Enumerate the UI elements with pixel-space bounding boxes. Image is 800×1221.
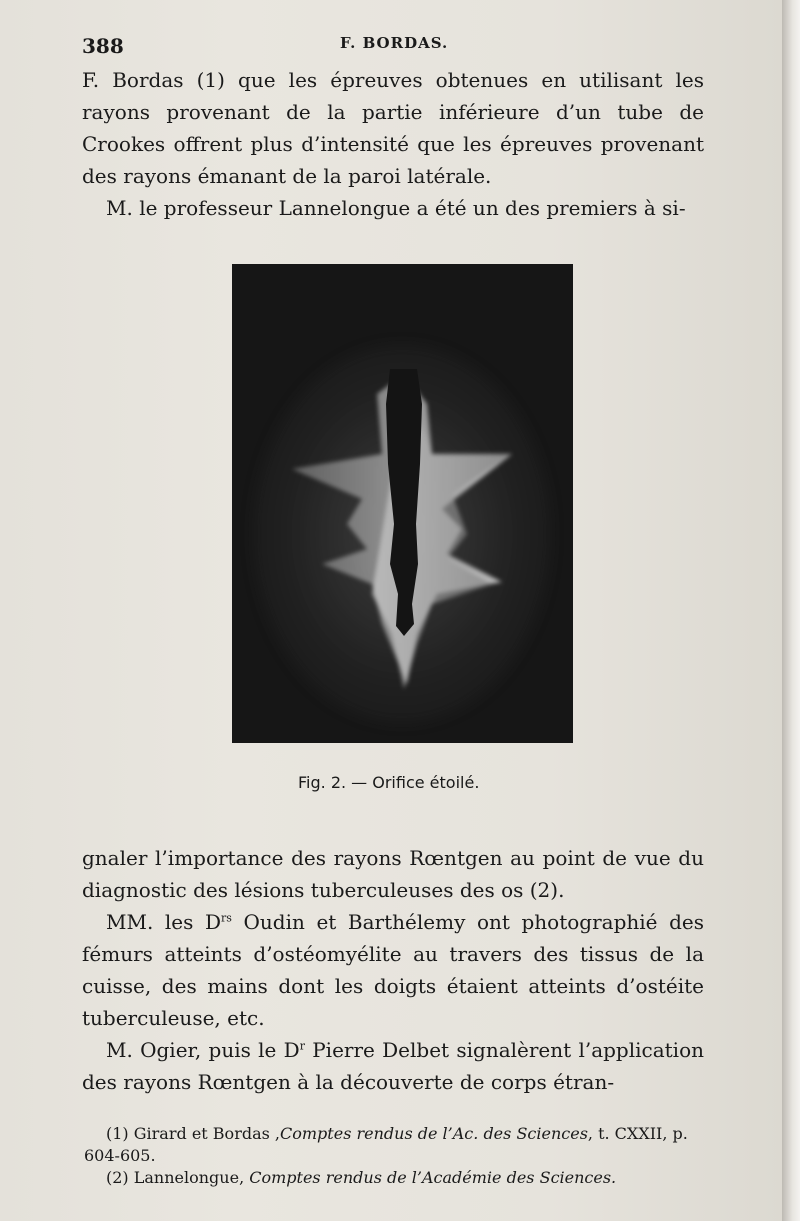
- text-segment: Oudin et Barthélemy ont photographié des fémurs atteints d’ostéomyélite au travers des tissus de la cuisse, des mains dont les doigts étaient atteints d’ostéite tuberculeuse, etc.: [82, 910, 704, 1030]
- superscript: rs: [221, 911, 232, 925]
- figure-caption: Fig. 2. — Orifice étoilé.: [298, 773, 480, 792]
- body-text-bottom: [82, 842, 704, 1098]
- book-gutter: [782, 0, 800, 1221]
- footnote-title: Comptes rendus de l’Académie des Sciences.: [249, 1168, 617, 1187]
- body-text-top: [82, 64, 704, 224]
- footnotes: [84, 1123, 704, 1189]
- paragraph-lannelongue: M. le professeur Lannelongue a été un des premiers à si-: [106, 196, 686, 220]
- footnote-1: [84, 1123, 704, 1167]
- footnote-author: Girard et Bordas ,: [133, 1124, 280, 1143]
- text-segment: Pierre Delbet signalèrent l’application des rayons Rœntgen à la découverte de corps étran-: [82, 1038, 704, 1094]
- paragraph-continuation: F. Bordas (1) que les épreuves obtenues en utilisant les rayons provenant de la partie inférieure d’un tube de Crookes offrent plus d’intensité que les épreuves provenant des rayons émanant de la paroi latérale.: [82, 68, 704, 188]
- footnote-author: Lannelongue,: [133, 1168, 250, 1187]
- text-segment: M. Ogier, puis le D: [106, 1038, 300, 1062]
- page-number: 388: [82, 34, 124, 58]
- text-segment: MM. les D: [106, 910, 222, 934]
- footnote-number: (2): [106, 1168, 134, 1187]
- radiograph-figure: [232, 264, 573, 743]
- paragraph-continuation-lannelongue: gnaler l’importance des rayons Rœntgen au point de vue du diagnostic des lésions tuberculeuses des os (2).: [82, 846, 704, 902]
- running-head: F. BORDAS.: [340, 34, 449, 52]
- page-header: [82, 30, 702, 60]
- footnote-title: Comptes rendus de l’Ac. des Sciences: [280, 1124, 588, 1143]
- footnote-2: [84, 1167, 704, 1189]
- paragraph-ogier-delbet: [82, 1034, 704, 1098]
- footnote-reference: , t. CXXII, p. 604-605.: [84, 1124, 688, 1165]
- paragraph-oudin-barthelemy: [82, 906, 704, 1034]
- footnote-number: (1): [106, 1124, 134, 1143]
- superscript: r: [299, 1039, 305, 1053]
- radiograph-image: [232, 264, 573, 743]
